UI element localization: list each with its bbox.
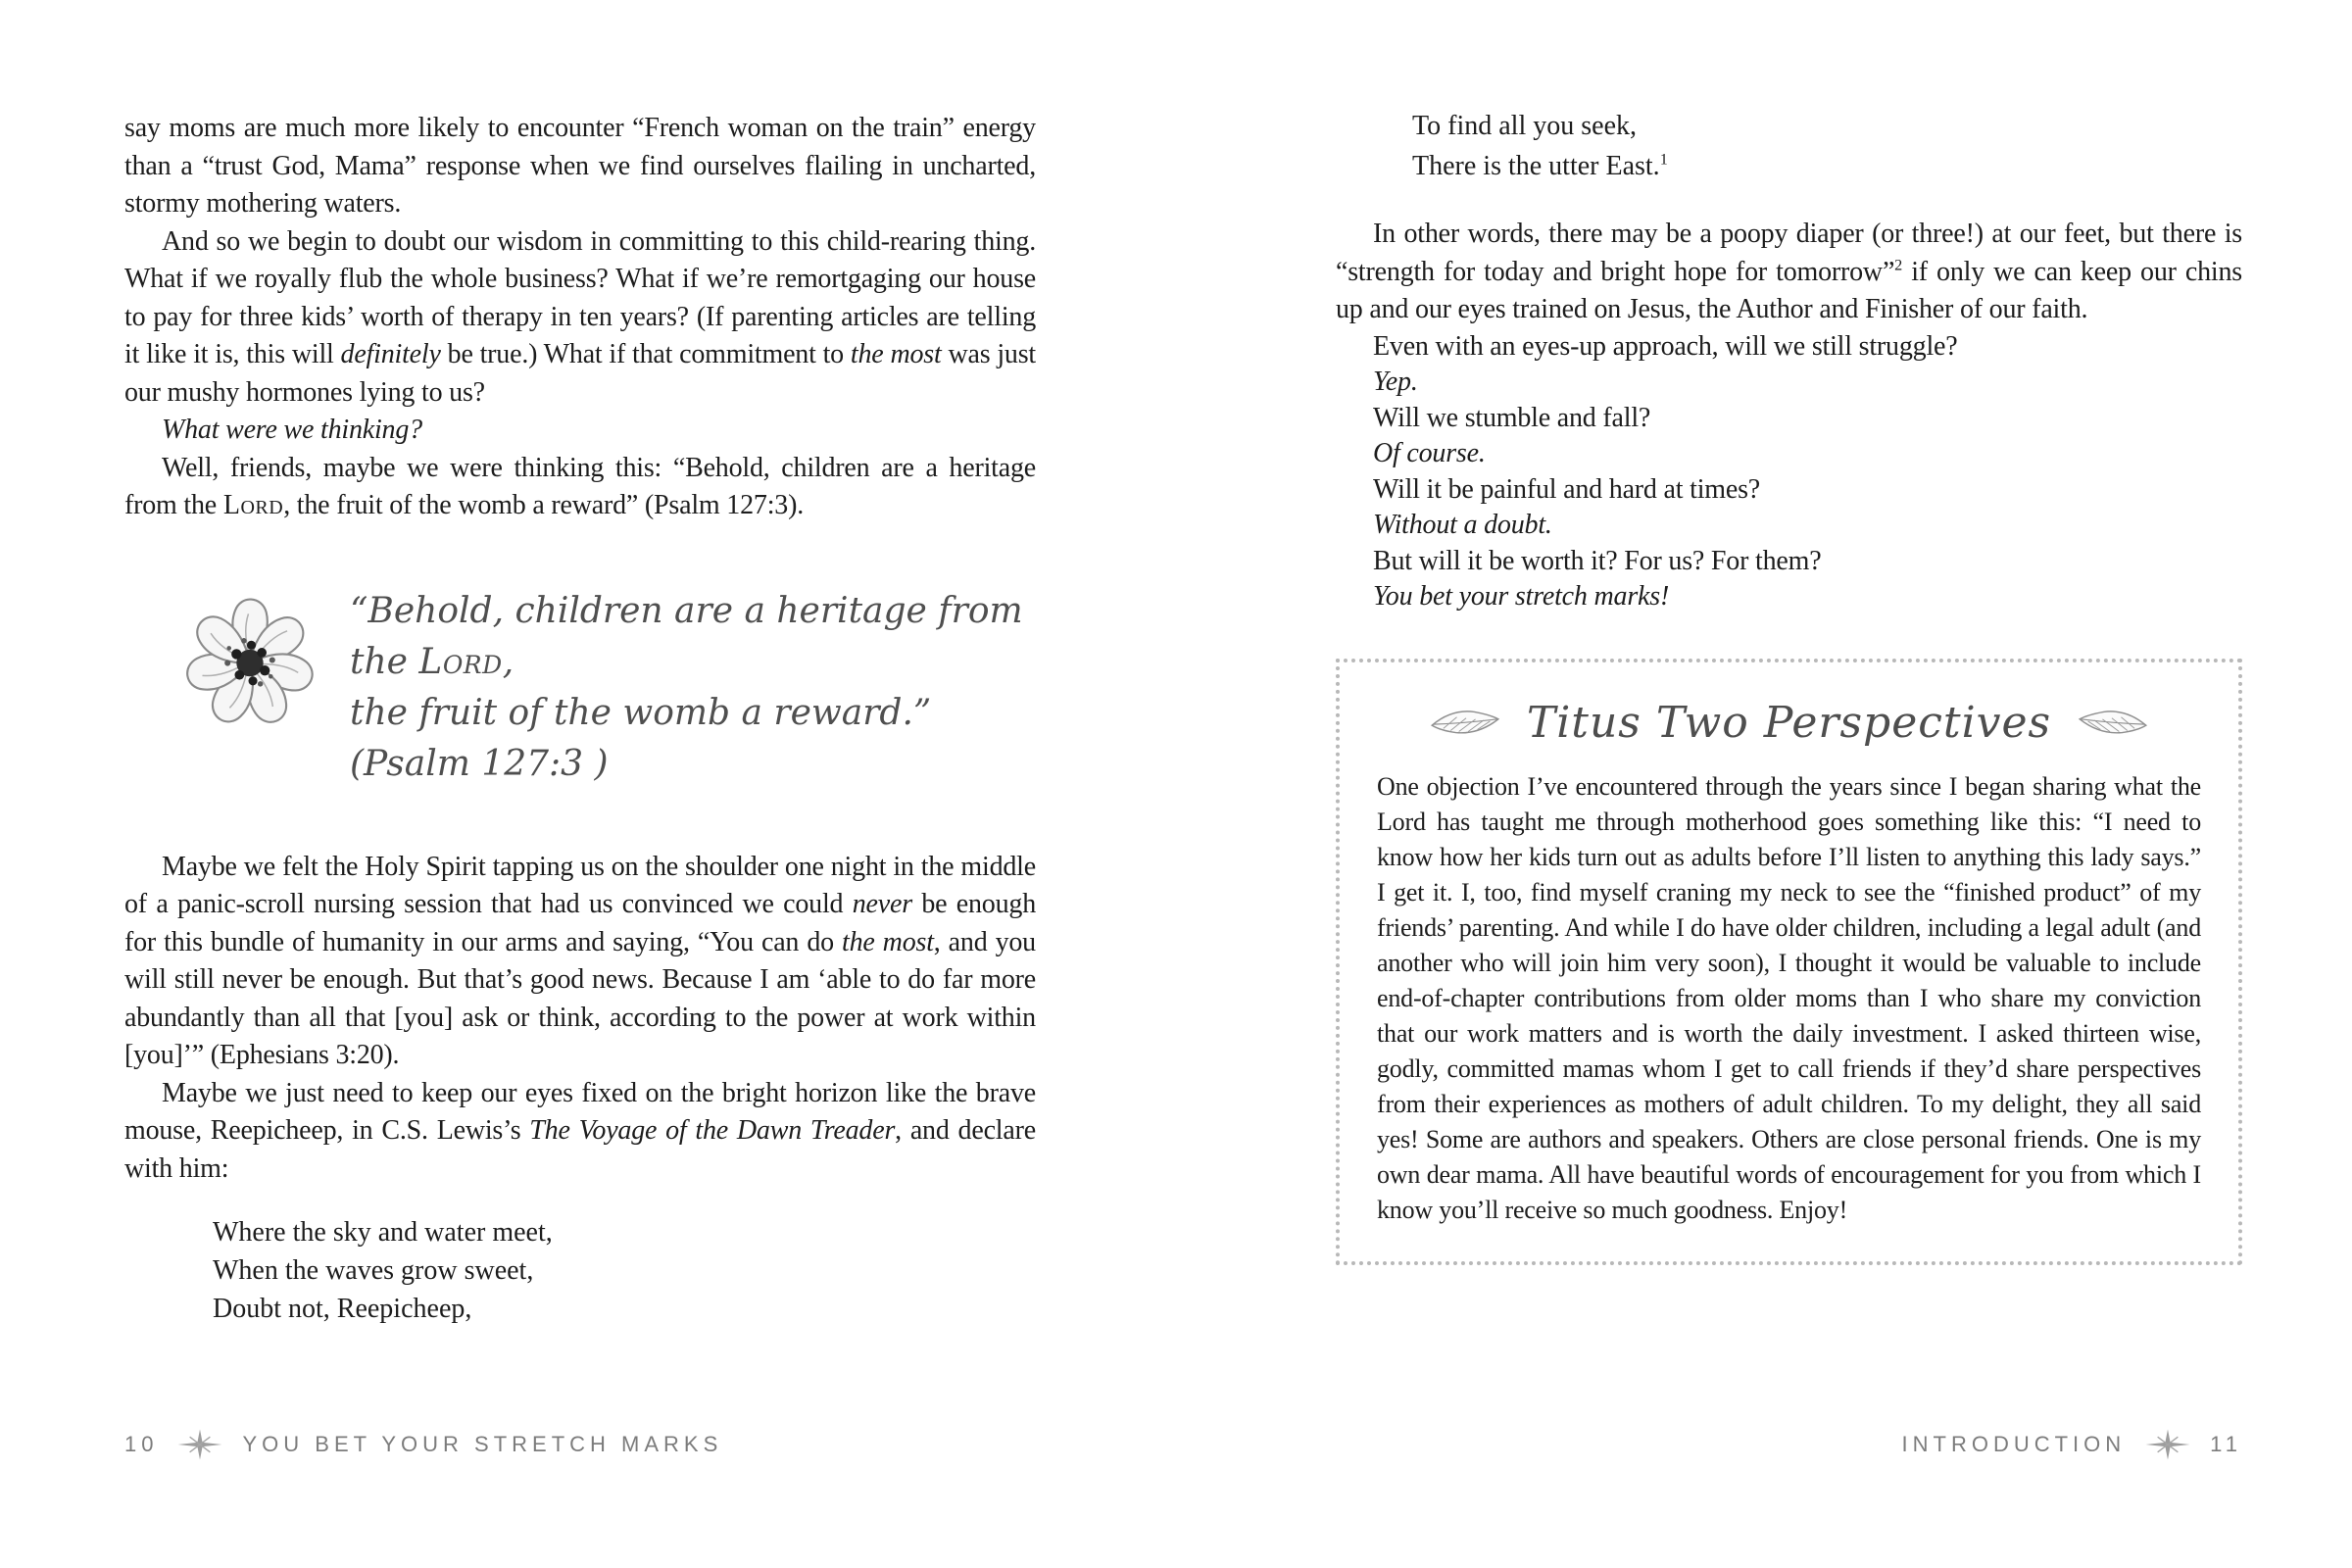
body-paragraph: And so we begin to doubt our wisdom in committing to this child-rearing thing. What if we royally flub the whole business? What if we’re remortgaging our house to pay for three kids’ worth of therapy in ten years? (If parenting articles are telling it like it is, this will definitely be true.) What if that commitment to the most was just our mushy hormones lying to us? — [124, 225, 1037, 408]
answer-line: You bet your stretch marks! — [1373, 581, 1670, 612]
box-title: Titus Two Perspectives — [1526, 697, 2052, 748]
answer-line: Of course. — [1373, 438, 1486, 468]
pull-quote-text — [350, 576, 1036, 790]
page-number: 10 — [124, 1432, 159, 1456]
titus-two-perspectives-box — [1336, 659, 2242, 1265]
left-page — [124, 110, 1036, 1328]
page-number: 11 — [2210, 1432, 2242, 1456]
question-line: But will it be worth it? For us? For them? — [1373, 545, 1822, 576]
verse-line: There is the utter East.$^1$ — [1412, 150, 1668, 181]
pull-quote-line: the fruit of the womb a reward.” — [350, 692, 932, 733]
question-line: Will we stumble and fall? — [1373, 402, 1651, 433]
leaf-ornament-icon — [2077, 707, 2149, 738]
flower-illustration-icon — [175, 576, 324, 741]
box-header — [1377, 698, 2201, 748]
pull-quote-line: (Psalm 127:3 ) — [350, 743, 609, 784]
answer-line: Yep. — [1373, 367, 1418, 397]
running-section: INTRODUCTION — [1901, 1432, 2127, 1456]
verse-block — [213, 1213, 1036, 1328]
sparkle-star-icon — [2143, 1426, 2192, 1463]
leaf-ornament-icon — [1429, 707, 1501, 738]
verse-line: Doubt not, Reepicheep, — [213, 1294, 472, 1324]
pull-quote — [175, 576, 1036, 790]
verse-block — [1412, 106, 2242, 186]
left-page-footer — [124, 1426, 722, 1463]
right-page-footer — [1902, 1426, 2243, 1463]
answer-line: Without a doubt. — [1373, 510, 1552, 540]
body-paragraph: What were we thinking? — [162, 415, 422, 445]
question-line: Even with an eyes-up approach, will we still struggle? — [1373, 330, 1958, 362]
body-paragraph: In other words, there may be a poopy diaper (or three!) at our feet, but there is “strength for today and bright hope for tomorrow”$^2$ if only we can keep our chins up and our eyes trained on Jesus, the Author and Finisher of our faith. — [1336, 219, 2242, 324]
sparkle-star-icon — [175, 1426, 224, 1463]
body-paragraph: say moms are much more likely to encounter “French woman on the train” energy than a “trust God, Mama” response when we find ourselves flailing in uncharted, stormy mothering waters. — [124, 113, 1036, 219]
verse-line: When the waves grow sweet, — [213, 1255, 534, 1286]
body-paragraph: Maybe we just need to keep our eyes fixed on the bright horizon like the brave mouse, Reepicheep, in C.S. Lewis’s The Voyage of the Dawn Treader, and declare with him: — [124, 1077, 1036, 1184]
running-title: YOU BET YOUR STRETCH MARKS — [242, 1432, 723, 1456]
verse-line: To find all you seek, — [1412, 111, 1637, 141]
box-body-paragraph: One objection I’ve encountered through the years since I began sharing what the Lord has taught me through motherhood goes something like this: “I need to know how her kids turn out as adults before I’ll listen to anything this lady says.” I get it. I, too, find myself craning my neck to see the “finished product” of my friends’ parenting. And while I do have older children, including a legal adult (and another who will join him very soon), I thought it would be valuable to include end-of-chapter contributions from older moms than I who share my conviction that our work matters and is worth the daily investment. I asked thirteen wise, godly, committed mamas whom I get to call friends if they’d share perspectives from their experiences as mothers of adult children. To my delight, they all said yes! Some are authors and speakers. Others are close personal friends. One is my own dear mama. All have beautiful words of encouragement for you from which I know you’ll receive so much goodness. Enjoy! — [1377, 771, 2201, 1224]
pull-quote-line: “Behold, children are a heritage from the Lord, — [350, 590, 1023, 682]
verse-line: Where the sky and water meet, — [213, 1217, 553, 1248]
body-paragraph: Well, friends, maybe we were thinking this: “Behold, children are a heritage from the Lord, the fruit of the womb a reward” (Psalm 127:3). — [124, 452, 1036, 520]
right-page — [1336, 106, 2242, 1265]
body-paragraph: Maybe we felt the Holy Spirit tapping us on the shoulder one night in the middle of a panic-scroll nursing session that had us convinced we could never be enough for this bundle of humanity in our arms and saying, “You can do the most, and you will still never be enough. But that’s good news. Because I am ‘able to do far more abundantly than all that [you] ask or think, according to the power at work within [you]’” (Ephesians 3:20). — [124, 851, 1036, 1070]
question-line: Will it be painful and hard at times? — [1373, 473, 1761, 505]
